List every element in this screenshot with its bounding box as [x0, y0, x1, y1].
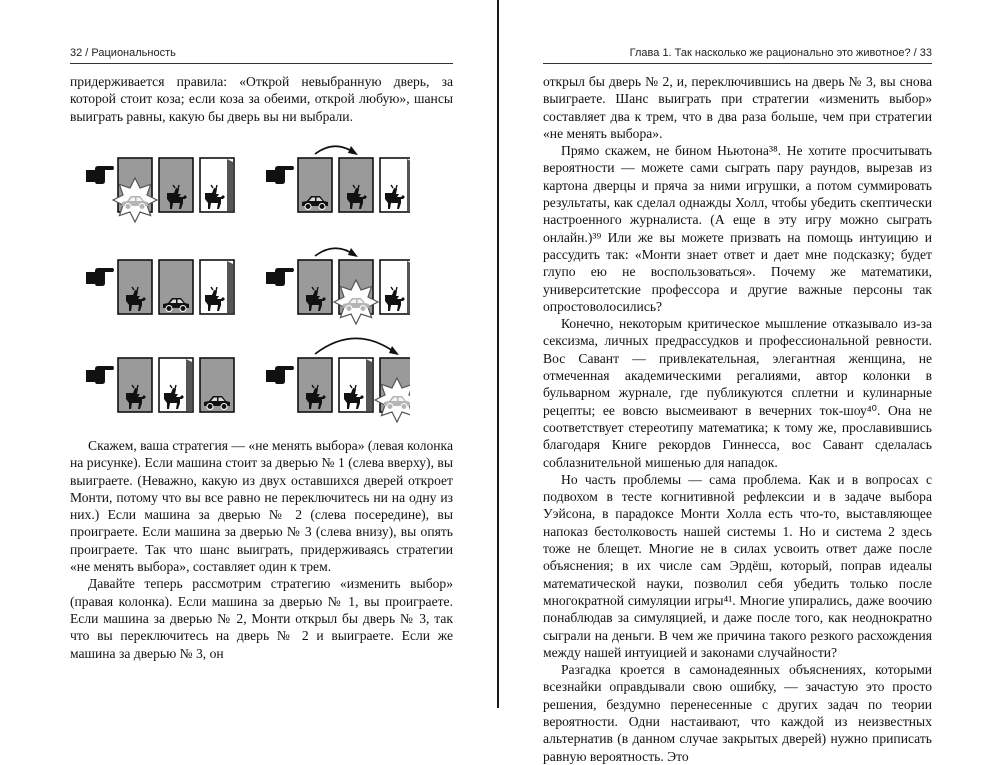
car-wheel — [319, 204, 325, 210]
monty-hall-figure — [80, 128, 410, 428]
pointing-hand-icon — [86, 166, 114, 184]
open-door-panel — [407, 159, 410, 211]
door — [298, 358, 332, 412]
car-wheel — [166, 306, 172, 312]
left-body-text — [70, 437, 453, 662]
car-wheel — [305, 204, 311, 210]
open-door-panel — [186, 359, 192, 411]
scenario-top-switch — [266, 146, 410, 212]
pointing-hand-icon — [266, 366, 294, 384]
switch-arrow — [315, 338, 397, 354]
hand-cuff — [266, 272, 275, 284]
arrow-head — [348, 248, 358, 257]
car-wheel — [221, 404, 227, 410]
right-running-head: Глава 1. Так насколько же рационально это животное? / 33 — [629, 47, 932, 59]
hand-cuff — [86, 272, 95, 284]
pointing-hand-icon — [266, 268, 294, 286]
hand-palm — [275, 268, 294, 286]
paragraph: Но часть проблемы — сама проблема. Как и в вопросах с подвохом в тесте когнитивной рефлексии и в задаче выбора Уэйсона, в парадоксе Монти Холла есть что-то, выставляющее напоказ бестолковость нашей системы 1. Но и система 2 здесь тоже не блещет. Многие не в силах усвоить ответ даже после объяснения; в их числе сам Эрдёш, который, поправ идеалы математической науки, позволил себя убедить только после многократной симуляции игры⁴¹. Многие упирались, даже воочию понаблюдав за симуляцией, и даже после того, как неоднократно сыграли на деньги. В чем же причина такого резкого расхождения между нашей интуицией и законами случайности? — [543, 471, 932, 660]
paragraph: Разгадка кроется в самонадеянных объяснениях, которыми всезнайки оправдывали свою ошибку, — зачастую это просто решения, бездумно перенесенные с других задач по теории вероятности. Одни настаивают, что каждой из неизвестных альтернатив (в данном случае закрытых дверей) нужно приписать равную вероятность. Это — [543, 662, 932, 764]
arrow-head — [389, 346, 399, 355]
scenario-middle-stay — [86, 260, 234, 314]
hand-cuff — [86, 170, 95, 182]
car-wheel — [180, 306, 186, 312]
hand-cuff — [266, 170, 275, 182]
pointing-hand-icon — [86, 268, 114, 286]
hand-palm — [95, 366, 114, 384]
scenario-top-stay — [86, 158, 234, 222]
door — [118, 260, 152, 314]
hand-palm — [275, 366, 294, 384]
hand-palm — [275, 166, 294, 184]
paragraph: Конечно, некоторым критическое мышление отказывало из-за сексизма, личных предрассудков и профессиональной ревности. Вос Савант — привлекательная, элегантная женщина, не отмеченная академическими регалиями, автор колонки в бульварном журнале, где публикуются сплетни и кулинарные рецепты; ее вовсю высмеивают в вечерних ток-шоу⁴⁰. Она не соответствует стереотипу математика; к тому же, прославившись благодаря Книге рекордов Гиннесса, вос Савант сделалась соблазнительной мишенью для нападок. — [543, 316, 932, 470]
paragraph: Скажем, ваша стратегия — «не менять выбора» (левая колонка на рисунке). Если машина стоит за дверью № 1 (слева вверху), вы выиграете. (Неважно, какую из двух оставшихся дверей откроет Монти, потому что вы все равно не переключитесь ни на одну из них.) Если машина за дверью № 2 (слева посередине), вы проиграете. Если машина за дверью № 3 (слева внизу), вы опять проиграете. Так что шанс выиграть, придерживаясь стратегии «не менять выбора», составляет один к трем. — [70, 438, 453, 575]
pointing-hand-icon — [266, 166, 294, 184]
scenario-bottom-stay — [86, 358, 234, 412]
paragraph: Давайте теперь рассмотрим стратегию «изменить выбор» (правая колонка). Если машина за дверью № 1, вы проиграете. Если машина за дверью № 2, Монти открыл бы дверь № 3, так что вы переключитесь на дверь № 2 и выиграете. Если же машина за дверью № 3, он — [70, 576, 453, 661]
right-header-rule — [543, 63, 932, 64]
door — [298, 260, 332, 314]
paragraph: открыл бы дверь № 2, и, переключившись на дверь № 3, вы снова выиграете. Шанс выиграть при стратегии «изменить выбор» составляет два к трем, что в два раза больше, чем при стратегии «не менять выбора». — [543, 74, 932, 141]
paragraph: придерживается правила: «Открой невыбранную дверь, за которой стоит коза; если коза за обеими, открой любую», шансы выиграть равны, какую бы дверь вы ни выбрали. — [70, 74, 453, 124]
door — [339, 158, 373, 212]
door — [159, 158, 193, 212]
car-wheel — [387, 404, 393, 410]
paragraph: Прямо скажем, не бином Ньютона³⁸. Не хотите просчитывать вероятности — можете сами сыграть пару раундов, вырезав из картона дверцы и пряча за ними игрушки, а потом суммировать результаты, как сделал однажды Холл, чтобы убедить скептически настроенного журналиста. (А еще в эту игру можно сыграть онлайн.)³⁹ Или же вы можете призвать на помощь интуицию и рассудить так: «Монти знает ответ и дает мне подсказку; будет глупо ею не воспользоваться». Почему же математики, университетские профессора и другие важные персоны так опростоволосились? — [543, 143, 932, 314]
left-header-rule — [70, 63, 453, 64]
door — [380, 260, 410, 314]
scenario-bottom-switch — [266, 338, 410, 422]
hand-cuff — [86, 370, 95, 382]
door — [118, 358, 152, 412]
pointing-hand-icon — [86, 366, 114, 384]
car-wheel — [207, 404, 213, 410]
hand-palm — [95, 166, 114, 184]
car-wheel — [346, 306, 352, 312]
book-spine — [497, 0, 499, 708]
right-body-text — [543, 73, 932, 765]
car-wheel — [125, 204, 131, 210]
hand-cuff — [266, 370, 275, 382]
car-wheel — [360, 306, 366, 312]
hand-palm — [95, 268, 114, 286]
car-wheel — [139, 204, 145, 210]
scenario-middle-switch — [266, 248, 410, 324]
left-running-head: 32 / Рациональность — [70, 47, 176, 59]
open-door-panel — [407, 261, 410, 313]
arrow-head — [348, 146, 358, 155]
left-top-text — [70, 73, 453, 125]
door — [380, 158, 410, 212]
open-door-panel — [227, 159, 233, 211]
open-door-panel — [227, 261, 233, 313]
open-door-panel — [366, 359, 372, 411]
car-wheel — [401, 404, 407, 410]
